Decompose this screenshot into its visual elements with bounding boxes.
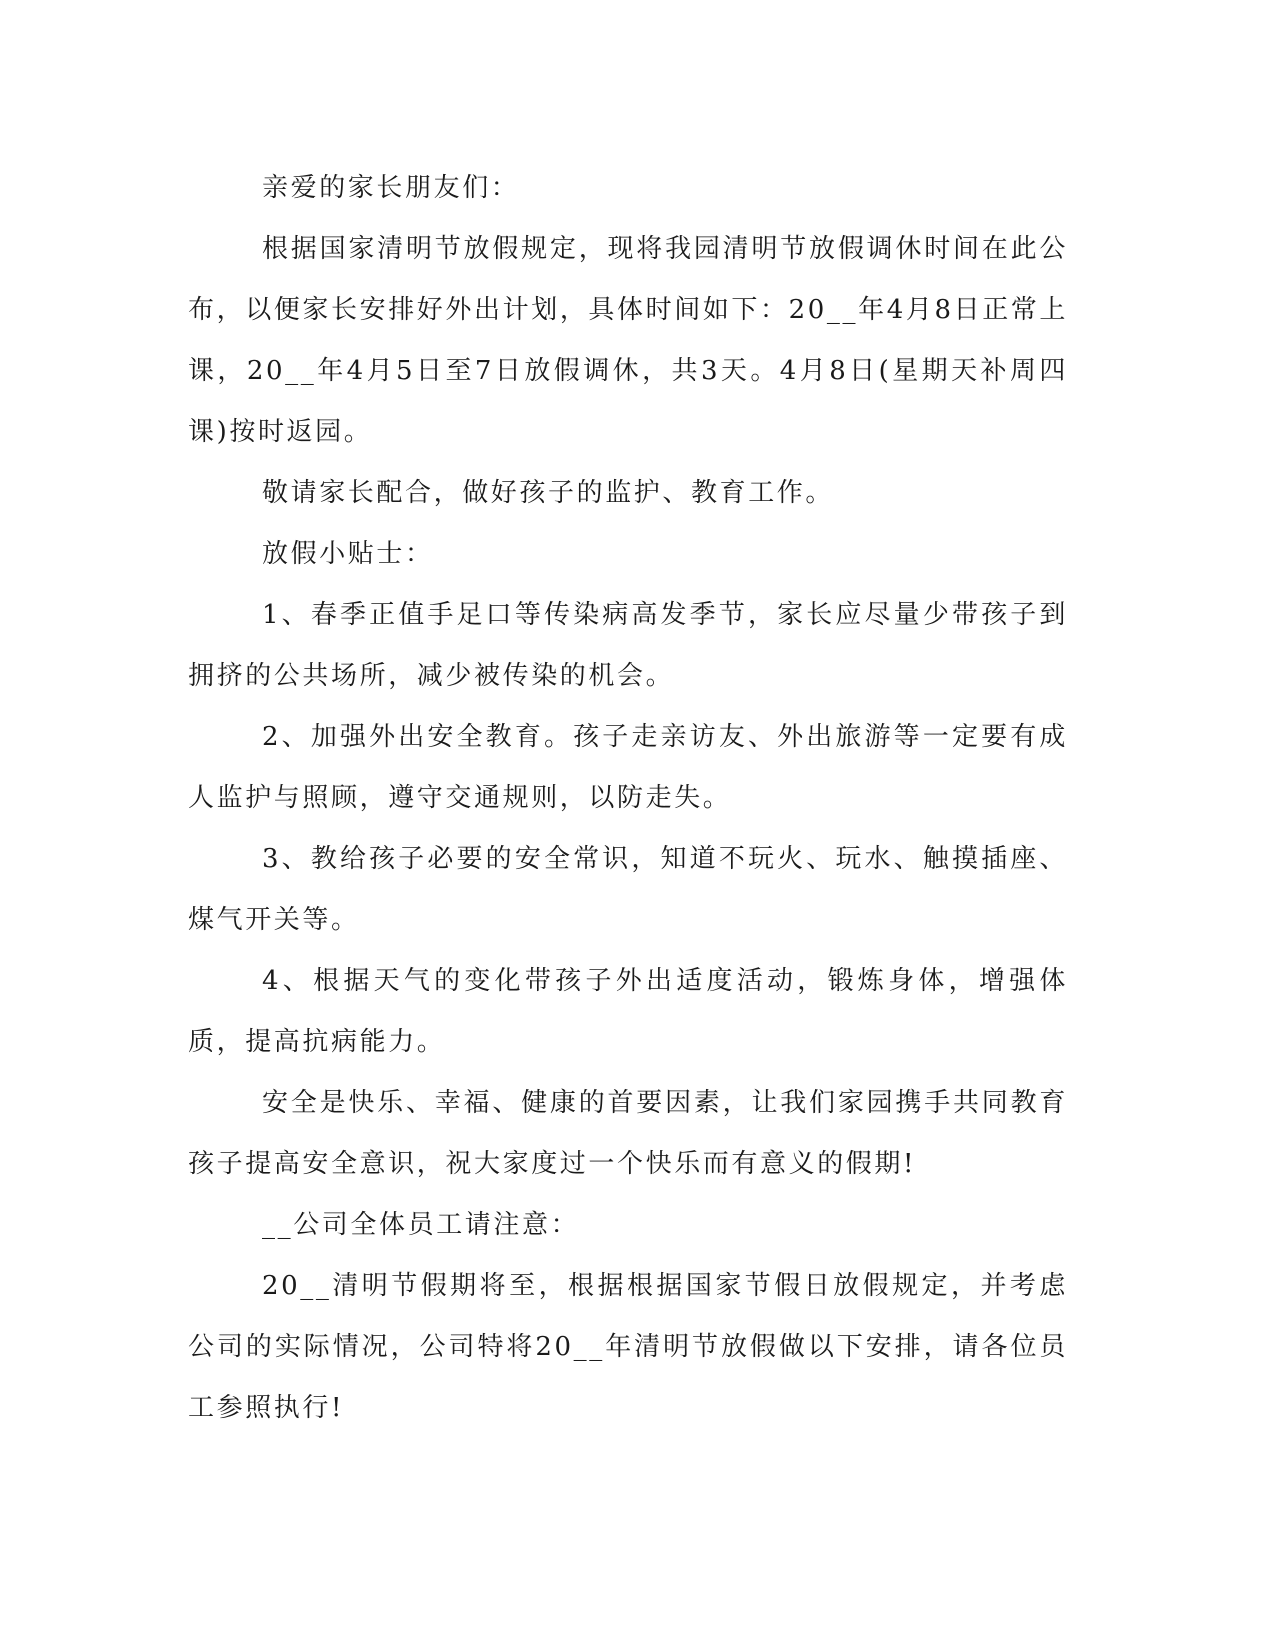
tips-heading: 放假小贴士：	[262, 539, 434, 569]
tip-2-paragraph: 2、加强外出安全教育。孩子走亲访友、外出旅游等一定要有成人监护与照顾，遵守交通规则，以防走失。	[188, 722, 1068, 813]
parent-cooperation-paragraph: 敬请家长配合，做好孩子的监护、教育工作。	[262, 478, 835, 508]
document-body	[188, 158, 1068, 1439]
closing-wishes-paragraph: 安全是快乐、幸福、健康的首要因素，让我们家园携手共同教育孩子提高安全意识，祝大家度过一个快乐而有意义的假期!	[188, 1088, 1068, 1179]
company-notice-heading: __公司全体员工请注意：	[262, 1210, 580, 1240]
tip-1-paragraph: 1、春季正值手足口等传染病高发季节，家长应尽量少带孩子到拥挤的公共场所，减少被传染的机会。	[188, 600, 1068, 691]
tip-4-paragraph: 4、根据天气的变化带孩子外出适度活动，锻炼身体，增强体质，提高抗病能力。	[188, 966, 1068, 1057]
holiday-schedule-paragraph: 根据国家清明节放假规定，现将我园清明节放假调休时间在此公布，以便家长安排好外出计划，具体时间如下：20__年4月8日正常上课，20__年4月5日至7日放假调休，共3天。4月8日(星期天补周四课)按时返园。	[188, 234, 1068, 447]
greeting-paragraph: 亲爱的家长朋友们：	[262, 173, 520, 203]
company-notice-paragraph: 20__清明节假期将至，根据根据国家节假日放假规定，并考虑公司的实际情况，公司特将20__年清明节放假做以下安排，请各位员工参照执行!	[188, 1271, 1068, 1423]
tip-3-paragraph: 3、教给孩子必要的安全常识，知道不玩火、玩水、触摸插座、煤气开关等。	[188, 844, 1068, 935]
